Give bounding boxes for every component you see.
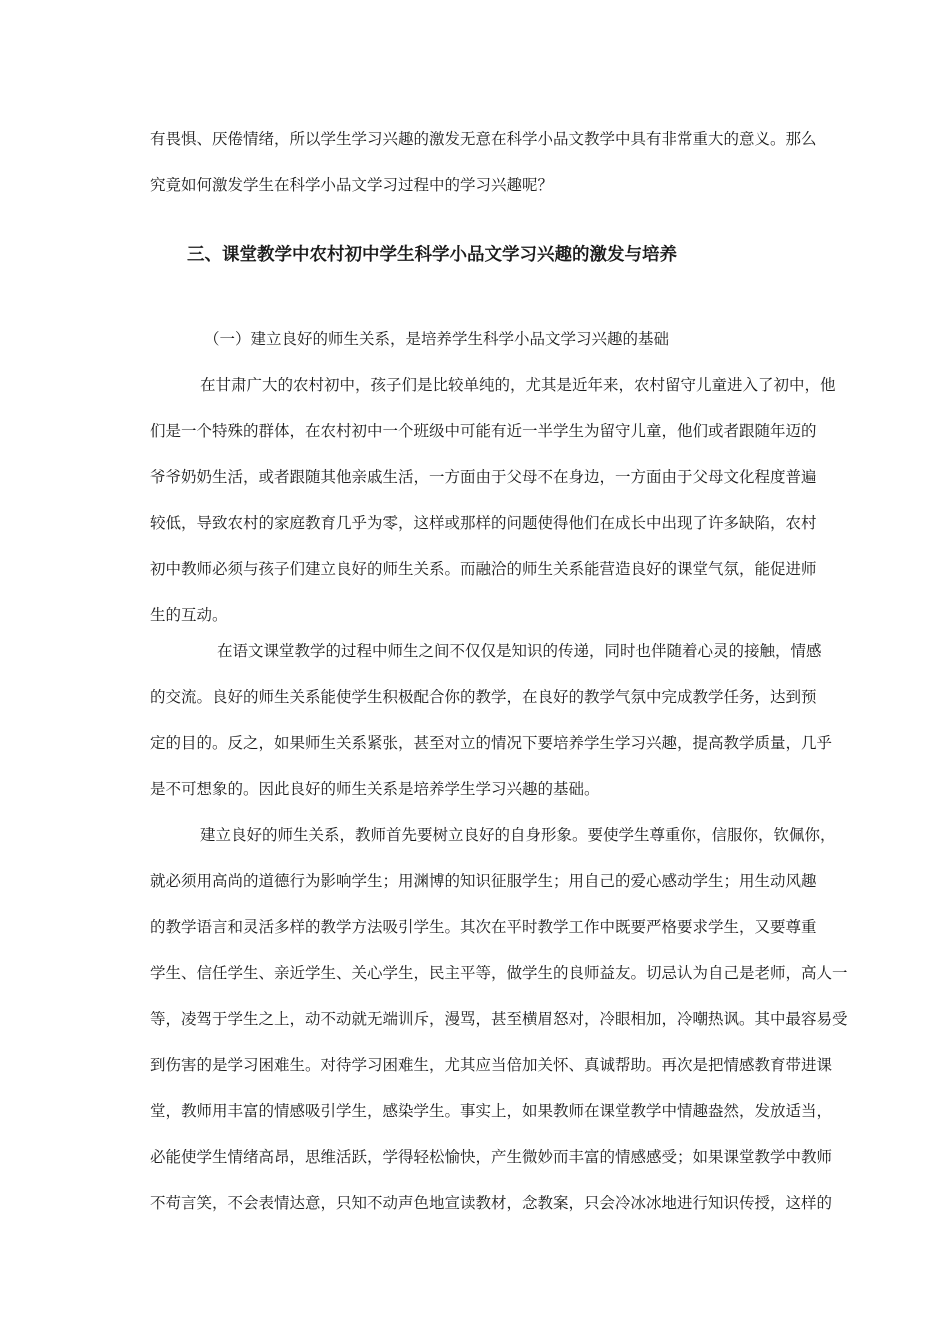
paragraph-3-line-8: 必能使学生情绪高昂，思维活跃，学得轻松愉快，产生微妙而丰富的情感感受；如果课堂教学中教师 bbox=[150, 1148, 833, 1166]
paragraph-3-line-2: 就必须用高尚的道德行为影响学生；用渊博的知识征服学生；用自己的爱心感动学生；用生动风趣 bbox=[150, 872, 817, 890]
intro-line-1: 有畏惧、厌倦情绪，所以学生学习兴趣的激发无意在科学小品文教学中具有非常重大的意义。那么 bbox=[150, 130, 817, 148]
paragraph-2-line-1: 在语文课堂教学的过程中师生之间不仅仅是知识的传递，同时也伴随着心灵的接触，情感 bbox=[217, 642, 822, 660]
paragraph-1-line-3: 爷爷奶奶生活，或者跟随其他亲戚生活，一方面由于父母不在身边，一方面由于父母文化程度普遍 bbox=[150, 468, 817, 486]
paragraph-3-line-1: 建立良好的师生关系，教师首先要树立良好的自身形象。要使学生尊重你，信服你，钦佩你， bbox=[200, 826, 836, 844]
subsection-heading: （一）建立良好的师生关系，是培养学生科学小品文学习兴趣的基础 bbox=[204, 330, 670, 348]
section-heading: 三、课堂教学中农村初中学生科学小品文学习兴趣的激发与培养 bbox=[187, 245, 677, 265]
paragraph-1-line-4: 较低，导致农村的家庭教育几乎为零，这样或那样的问题使得他们在成长中出现了许多缺陷，农村 bbox=[150, 514, 817, 532]
paragraph-1-line-5: 初中教师必须与孩子们建立良好的师生关系。而融洽的师生关系能营造良好的课堂气氛，能促进师 bbox=[150, 560, 817, 578]
paragraph-1-line-1: 在甘肃广大的农村初中，孩子们是比较单纯的，尤其是近年来，农村留守儿童进入了初中，他 bbox=[200, 376, 836, 394]
paragraph-2-line-4: 是不可想象的。因此良好的师生关系是培养学生学习兴趣的基础。 bbox=[150, 780, 600, 798]
paragraph-1-line-2: 们是一个特殊的群体，在农村初中一个班级中可能有近一半学生为留守儿童，他们或者跟随年迈的 bbox=[150, 422, 817, 440]
paragraph-3-line-6: 到伤害的是学习困难生。对待学习困难生，尤其应当倍加关怀、真诚帮助。再次是把情感教育带进课 bbox=[150, 1056, 833, 1074]
paragraph-3-line-5: 等，凌驾于学生之上，动不动就无端训斥，漫骂，甚至横眉怒对，冷眼相加，冷嘲热讽。其中最容易受 bbox=[150, 1010, 848, 1028]
paragraph-2-line-3: 定的目的。反之，如果师生关系紧张，甚至对立的情况下要培养学生学习兴趣，提高教学质量，几乎 bbox=[150, 734, 833, 752]
paragraph-3-line-9: 不苟言笑，不会表情达意，只知不动声色地宣读教材，念教案，只会冷冰冰地进行知识传授，这样的 bbox=[150, 1194, 833, 1212]
intro-line-2: 究竟如何激发学生在科学小品文学习过程中的学习兴趣呢？ bbox=[150, 176, 554, 194]
paragraph-3-line-3: 的教学语言和灵活多样的教学方法吸引学生。其次在平时教学工作中既要严格要求学生，又要尊重 bbox=[150, 918, 817, 936]
paragraph-1-line-6: 生的互动。 bbox=[150, 606, 228, 624]
paragraph-3-line-4: 学生、信任学生、亲近学生、关心学生，民主平等，做学生的良师益友。切忌认为自己是老师，高人一 bbox=[150, 964, 848, 982]
paragraph-3-line-7: 堂，教师用丰富的情感吸引学生，感染学生。事实上，如果教师在课堂教学中情趣盎然，发放适当， bbox=[150, 1102, 833, 1120]
paragraph-2-line-2: 的交流。良好的师生关系能使学生积极配合你的教学，在良好的教学气氛中完成教学任务，达到预 bbox=[150, 688, 817, 706]
